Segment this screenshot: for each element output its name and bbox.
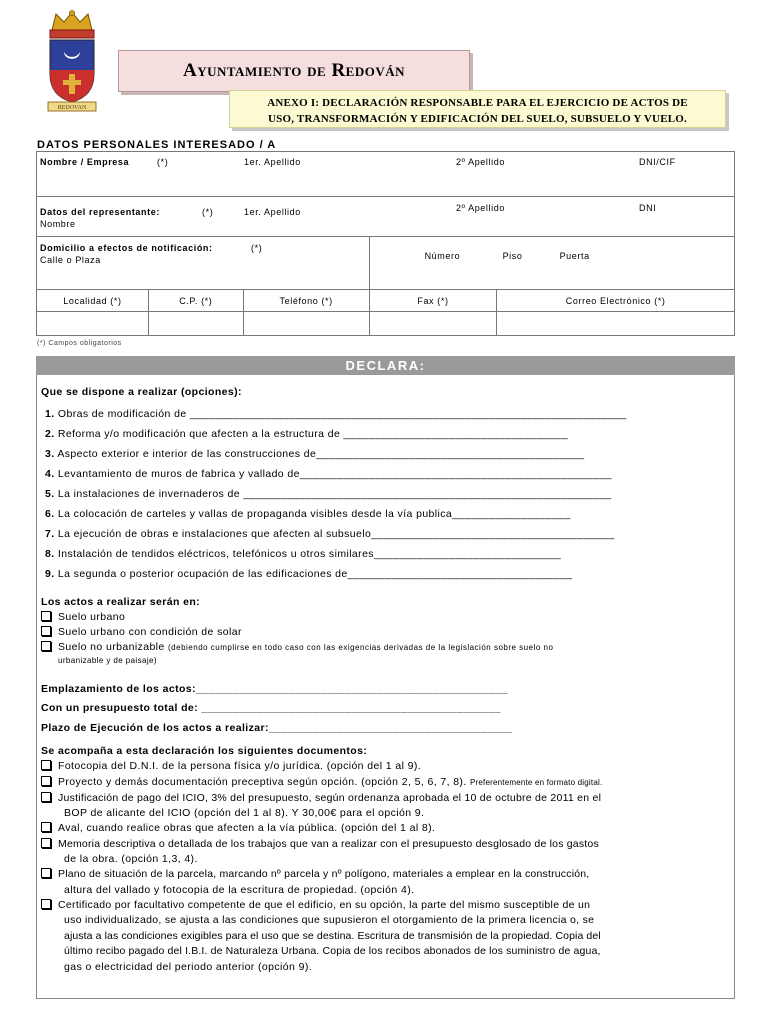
- option-text: Reforma y/o modificación que afecten a la estructura de ____________________________________: [57, 428, 569, 440]
- piso-label: Piso: [502, 251, 523, 261]
- options-intro: Que se dispone a realizar (opciones):: [41, 386, 242, 398]
- option-text: Obras de modificación de ______________________________________________________________________: [57, 408, 627, 420]
- nombre-label: Nombre / Empresa: [40, 157, 130, 167]
- option-item[interactable]: [45, 508, 571, 520]
- option-text: La segunda o posterior ocupación de las edificaciones de____________________________________: [57, 568, 573, 580]
- presupuesto-field[interactable]: Con un presupuesto total de: ________________________________________________: [41, 702, 501, 714]
- checkbox-suelo-urbano[interactable]: [41, 611, 51, 621]
- option-item[interactable]: [45, 548, 561, 560]
- localidad-header: Localidad (*): [37, 290, 149, 312]
- doc-plano-text-b: altura del vallado y fotocopia de la escritura de propiedad. (opción 4).: [64, 884, 415, 896]
- doc-aval-item[interactable]: [41, 822, 435, 834]
- doc-plano-text-a: Plano de situación de la parcela, marcando nº parcela y nº polígono, materiales a emplear en la construcción,: [58, 868, 590, 880]
- apellido1-label: 1er. Apellido: [244, 157, 301, 167]
- option-item[interactable]: [45, 408, 627, 420]
- suelo-solar-option[interactable]: [41, 626, 242, 638]
- representante-required: (*): [202, 207, 214, 217]
- checkbox-doc-icio[interactable]: [41, 792, 51, 802]
- required-fields-note: (*) Campos obligatorios: [37, 340, 122, 347]
- checkbox-doc-proyecto[interactable]: [41, 776, 51, 786]
- domicilio-required: (*): [251, 243, 263, 253]
- documents-title: Se acompaña a esta declaración los siguientes documentos:: [41, 745, 368, 757]
- plazo-field[interactable]: Plazo de Ejecución de los actos a realizar:_______________________________________: [41, 722, 513, 734]
- doc-certificado-text-c: ajusta a las condiciones exigibles para el uso que se destina. Escritura de transmisión de la propiedad. Copia del: [64, 930, 601, 942]
- option-number: 2.: [45, 428, 55, 440]
- checkbox-doc-dni[interactable]: [41, 760, 51, 770]
- option-text: Aspecto exterior e interior de las construcciones de___________________________________________: [57, 448, 585, 460]
- localidad-field[interactable]: [37, 312, 149, 336]
- dni-cif-label: DNI/CIF: [639, 157, 676, 167]
- option-item[interactable]: [45, 448, 585, 460]
- doc-proyecto-note: Preferentemente en formato digital.: [469, 778, 603, 787]
- doc-dni-text: Fotocopia del D.N.I. de la persona física y/o jurídica. (opción del 1 al 9).: [58, 760, 422, 772]
- doc-proyecto-text: Proyecto y demás documentación preceptiva según opción. (opción 2, 5, 6, 7, 8).: [58, 776, 467, 788]
- crest-scroll-text: REDOVAN: [57, 105, 87, 111]
- doc-icio-text-a: Justificación de pago del ICIO, 3% del presupuesto, según ordenanza aprobada el 10 de octubre de 2011 en el: [58, 792, 602, 804]
- option-text: La instalaciones de invernaderos de ___________________________________________________________: [57, 488, 612, 500]
- personal-data-table: [36, 151, 735, 336]
- doc-certificado-text-d: último recibo pagado del I.B.I. de Naturaleza Urbana. Copia de los recibos abonados de los suministro de agua,: [64, 945, 601, 957]
- checkbox-doc-plano[interactable]: [41, 868, 51, 878]
- telefono-field[interactable]: [243, 312, 369, 336]
- fax-field[interactable]: [369, 312, 497, 336]
- option-item[interactable]: [45, 568, 572, 580]
- suelo-solar-label: Suelo urbano con condición de solar: [58, 626, 242, 638]
- doc-plano-item[interactable]: [41, 868, 589, 880]
- nombre-row[interactable]: [37, 152, 735, 197]
- option-item[interactable]: [45, 528, 615, 540]
- checkbox-doc-certificado[interactable]: [41, 899, 51, 909]
- cp-field[interactable]: [148, 312, 243, 336]
- suelo-no-urbanizable-option[interactable]: [41, 641, 553, 653]
- correo-header: Correo Electrónico (*): [497, 290, 735, 312]
- option-item[interactable]: [45, 488, 611, 500]
- rep-apellido2-label: 2º Apellido: [456, 203, 505, 213]
- coat-of-arms-logo: [44, 8, 100, 112]
- option-number: 6.: [45, 508, 55, 520]
- representante-label: Datos del representante:: [40, 207, 160, 217]
- checkbox-suelo-solar[interactable]: [41, 626, 51, 636]
- annex-title-line1: ANEXO I: DECLARACIÓN RESPONSABLE PARA EL EJERCICIO DE ACTOS DE: [267, 97, 688, 109]
- representante-nombre-label: Nombre: [40, 219, 76, 229]
- option-text: La colocación de carteles y vallas de propaganda visibles desde la vía publica___________________: [57, 508, 571, 520]
- suelo-urbano-label: Suelo urbano: [58, 611, 126, 623]
- option-item[interactable]: [45, 468, 612, 480]
- option-text: Instalación de tendidos eléctricos, telefónicos u otros similares______________________________: [57, 548, 562, 560]
- declara-title: DECLARA:: [36, 356, 735, 375]
- doc-memoria-text-b: de la obra. (opción 1,3, 4).: [64, 853, 198, 865]
- nombre-required: (*): [157, 157, 169, 167]
- doc-certificado-item[interactable]: [41, 899, 590, 911]
- puerta-label: Puerta: [559, 251, 590, 261]
- doc-icio-item[interactable]: [41, 792, 601, 804]
- option-number: 3.: [45, 448, 55, 460]
- representante-row[interactable]: [37, 197, 735, 237]
- doc-memoria-text-a: Memoria descriptiva o detallada de los trabajos que van a realizar con el presupuesto desglosado de los gastos: [58, 838, 599, 850]
- domicilio-label: Domicilio a efectos de notificación:: [40, 243, 213, 253]
- cp-header: C.P. (*): [148, 290, 243, 312]
- rep-apellido1-label: 1er. Apellido: [244, 207, 301, 217]
- annex-title-line2: USO, TRANSFORMACIÓN Y EDIFICACIÓN DEL SUELO, SUBSUELO Y VUELO.: [268, 113, 687, 125]
- numero-piso-puerta-cell[interactable]: [369, 237, 734, 290]
- option-number: 7.: [45, 528, 55, 540]
- doc-certificado-text-b: uso individualizado, se ajusta a las condiciones que supusieron el otorgamiento de la primera licencia o, se: [64, 914, 595, 926]
- correo-field[interactable]: [497, 312, 735, 336]
- emplazamiento-field[interactable]: Emplazamiento de los actos:__________________________________________________: [41, 683, 508, 695]
- doc-icio-text-b: BOP de alicante del ICIO (opción del 1 al 8). Y 30,00€ para el opción 9.: [64, 807, 425, 819]
- suelo-urbano-option[interactable]: [41, 611, 125, 623]
- doc-certificado-text-e: gas o electricidad del periodo anterior (opción 9).: [64, 961, 313, 973]
- org-title-box: [118, 50, 470, 92]
- fax-header: Fax (*): [369, 290, 497, 312]
- checkbox-suelo-no-urbanizable[interactable]: [41, 641, 51, 651]
- domicilio-cell[interactable]: [37, 237, 370, 290]
- option-text: La ejecución de obras e instalaciones que afecten al subsuelo_______________________________________: [57, 528, 615, 540]
- rep-dni-label: DNI: [639, 203, 657, 213]
- suelo-no-urbanizable-note-a: (debiendo cumplirse en todo caso con las exigencias derivadas de la legislación sobre suelo no: [168, 643, 554, 652]
- option-number: 5.: [45, 488, 55, 500]
- actos-title: Los actos a realizar serán en:: [41, 596, 201, 608]
- checkbox-doc-aval[interactable]: [41, 822, 51, 832]
- option-number: 8.: [45, 548, 55, 560]
- option-number: 1.: [45, 408, 55, 420]
- suelo-no-urbanizable-label: Suelo no urbanizable: [58, 641, 165, 653]
- checkbox-doc-memoria[interactable]: [41, 838, 51, 848]
- doc-proyecto-item[interactable]: [41, 776, 602, 788]
- doc-memoria-item[interactable]: [41, 838, 599, 850]
- personal-data-title: DATOS PERSONALES INTERESADO / A: [37, 139, 277, 151]
- suelo-no-urbanizable-note-b: urbanizable y de paisaje): [58, 656, 157, 665]
- doc-aval-text: Aval, cuando realice obras que afecten a la vía pública. (opción del 1 al 8).: [58, 822, 436, 834]
- telefono-header: Teléfono (*): [243, 290, 369, 312]
- option-text: Levantamiento de muros de fabrica y vallado de__________________________________________________: [57, 468, 612, 480]
- annex-title-box: [229, 90, 726, 128]
- option-number: 9.: [45, 568, 55, 580]
- option-item[interactable]: [45, 428, 568, 440]
- numero-label: Número: [424, 251, 461, 261]
- doc-dni-item[interactable]: [41, 760, 421, 772]
- apellido2-label: 2º Apellido: [456, 157, 505, 167]
- option-number: 4.: [45, 468, 55, 480]
- doc-certificado-text-a: Certificado por facultativo competente de que el edificio, en su opción, la parte del mismo susceptible de un: [58, 899, 591, 911]
- org-name: Ayuntamiento de Redován: [182, 60, 406, 81]
- calle-label: Calle o Plaza: [40, 255, 101, 265]
